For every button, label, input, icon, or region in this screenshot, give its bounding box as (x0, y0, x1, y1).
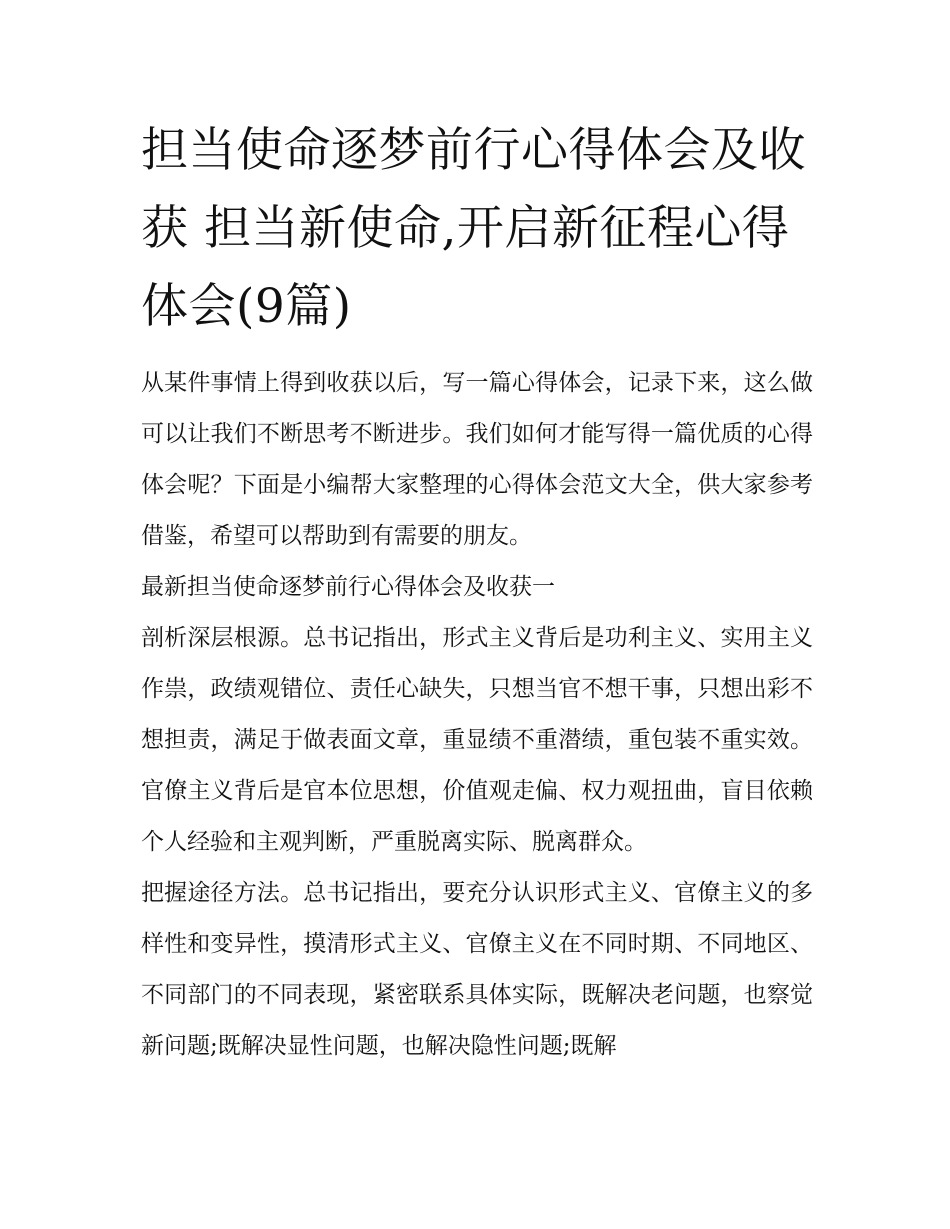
body-paragraph: 剖析深层根源。总书记指出，形式主义背后是功利主义、实用主义作祟，政绩观错位、责任心缺失，只想当官不想干事，只想出彩不想担责，满足于做表面文章，重显绩不重潜绩，重包装不重实效。官僚主义背后是官本位思想，价值观走偏、权力观扭曲，盲目依赖个人经验和主观判断，严重脱离实际、脱离群众。 (141, 625, 813, 855)
body-paragraph: 把握途径方法。总书记指出，要充分认识形式主义、官僚主义的多样性和变异性，摸清形式主义、官僚主义在不同时期、不同地区、不同部门的不同表现，紧密联系具体实际，既解决老问题，也察觉新问题;既解决显性问题，也解决隐性问题;既解 (141, 880, 813, 1059)
section-heading: 最新担当使命逐梦前行心得体会及收获一 (141, 574, 555, 600)
intro-paragraph: 从某件事情上得到收获以后，写一篇心得体会，记录下来，这么做可以让我们不断思考不断进步。我们如何才能写得一篇优质的心得体会呢？下面是小编帮大家整理的心得体会范文大全，供大家参考借鉴，希望可以帮助到有需要的朋友。 (141, 370, 813, 549)
document-page (141, 112, 813, 1072)
document-title: 担当使命逐梦前行心得体会及收获 担当新使命,开启新征程心得体会(9篇) (141, 123, 806, 334)
